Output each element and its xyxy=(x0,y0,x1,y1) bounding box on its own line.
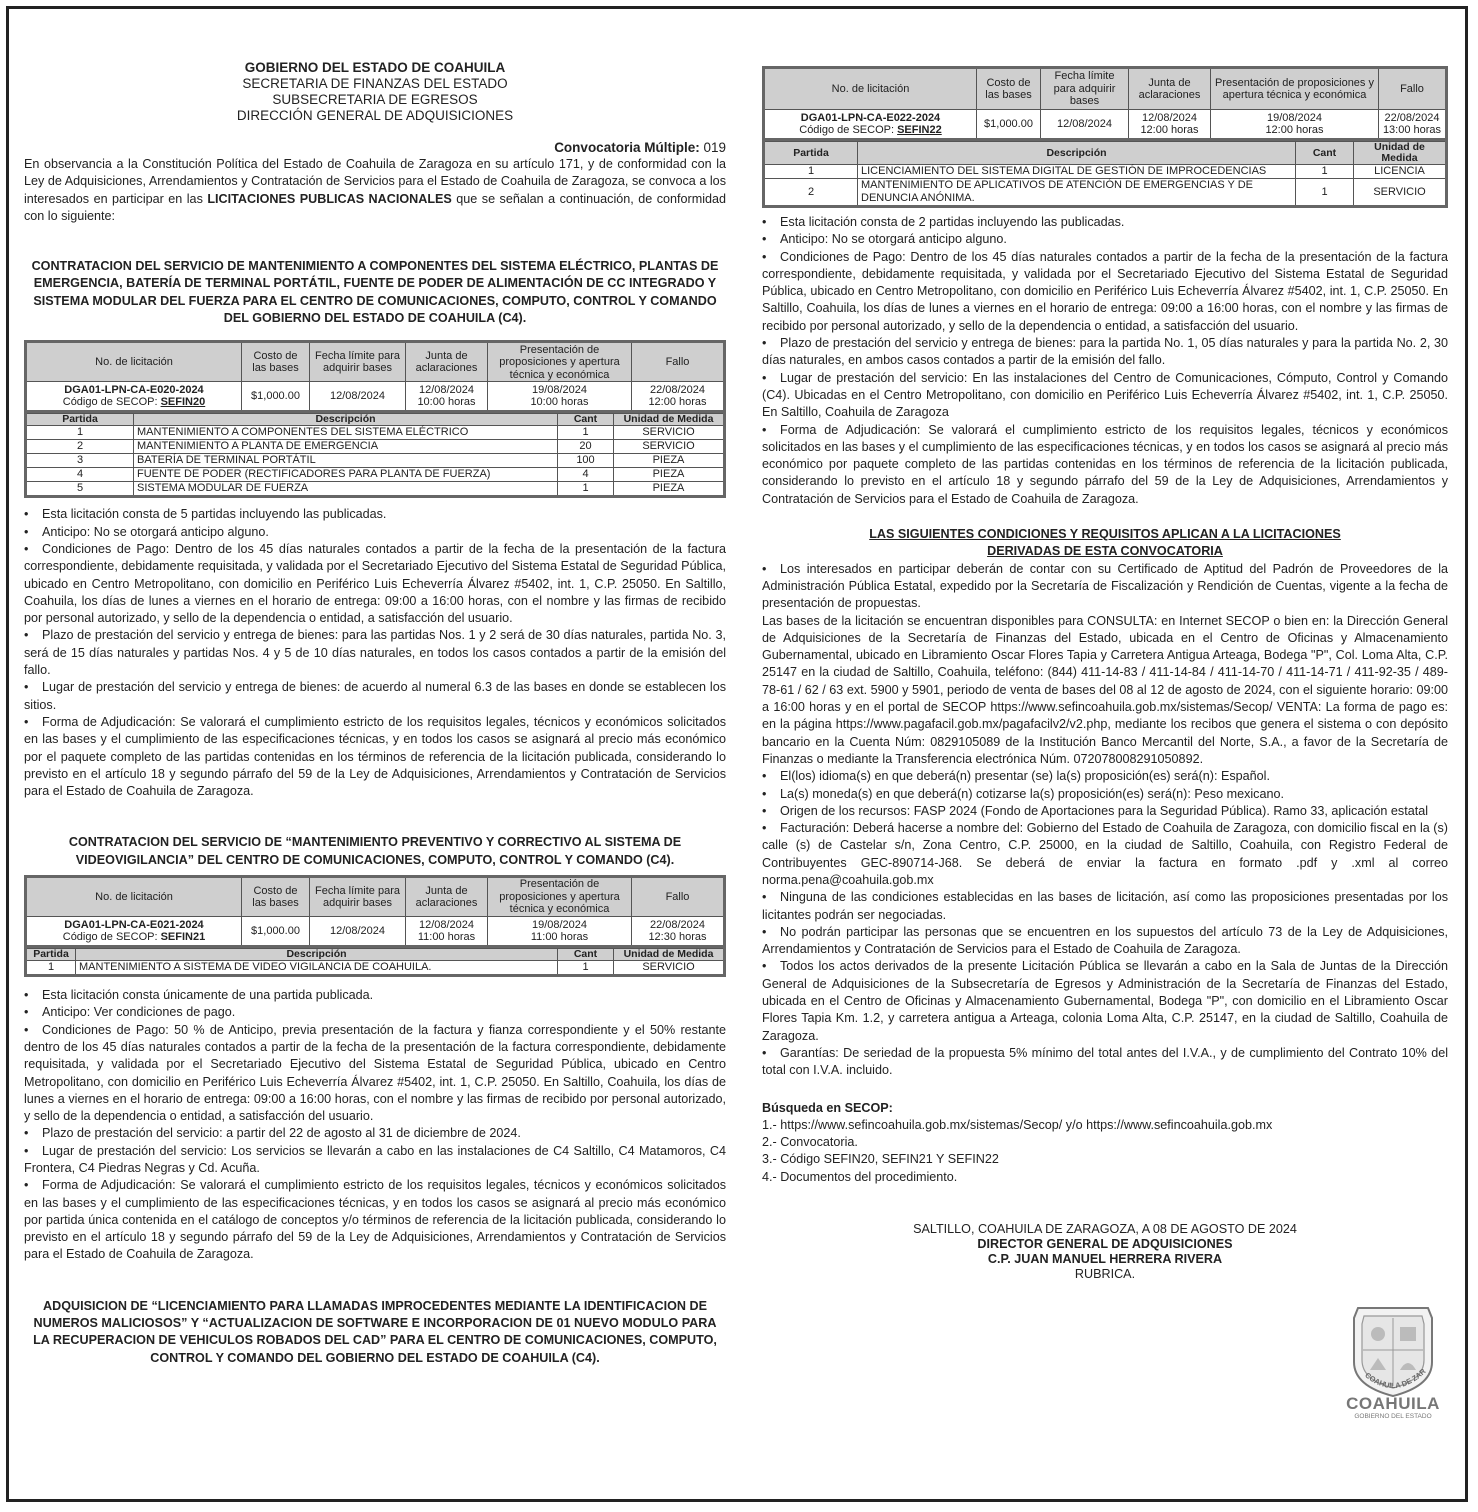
descripcion-cell: BATERÍA DE TERMINAL PORTÁTIL xyxy=(134,454,558,468)
header-subsecretaria: SUBSECRETARIA DE EGRESOS xyxy=(272,92,478,107)
section-2-title: CONTRATACION DEL SERVICIO DE “MANTENIMIENTO PREVENTIVO Y CORRECTIVO AL SISTEMA DE VIDEOVIGILANCIA” DEL CENTRO DE COMUNICACIONES, COMPUTO, CONTROL Y COMANDO (C4). xyxy=(68,835,682,867)
condition-item: • Esta licitación consta únicamente de una partida publicada. xyxy=(24,988,374,1003)
seal-sub: GOBIERNO DEL ESTADO xyxy=(1354,1413,1432,1420)
cant-cell: 1 xyxy=(558,482,614,497)
condition-item: • No podrán participar las personas que se encuentren en los supuestos del artículo 73 de la Ley de Adquisiciones, Arrendamientos y Contratación de Servicios para el Estado de Coahuila de Zaragoza. xyxy=(762,924,1448,957)
col-cant: Cant xyxy=(558,414,614,426)
unidad-cell: SERVICIO xyxy=(1354,179,1447,207)
descripcion-cell: MANTENIMIENTO A COMPONENTES DEL SISTEMA ELÉCTRICO xyxy=(134,426,558,440)
sign-name: C.P. JUAN MANUEL HERRERA RIVERA xyxy=(987,1252,1223,1267)
convocatoria-number xyxy=(24,140,726,156)
tender-table-2: No. de licitación Costo de las bases Fecha límite para adquirir bases Junta de aclaraciones Presentación de proposiciones y apertura técnica y económica Fallo DGA01-LPN-CA-E021-2024 Código de SECOP: SEFIN21 $1,000.00 12/08/2024 12/08/2024 11:00 horas 19/08/2024 11:00 horas 22/08/2024 12:30 horas xyxy=(24,875,726,948)
items-table-3: Partida Descripción Cant Unidad de Medida 1 LICENCIAMIENTO DEL SISTEMA DIGITAL DE GESTIÓN DE IMPROCEDENCIAS 1 LICENCIA 2 MANTENIMIENTO DE APLICATIVOS DE ATENCIÓN DE EMERGENCIAS Y DE DENUNCIA ANÓNIMA. 1 SERVICIO xyxy=(762,141,1448,208)
busqueda-step: 3.- Código SEFIN20, SEFIN21 Y SEFIN22 xyxy=(762,1152,999,1167)
condition-item: • El(los) idioma(s) en que deberá(n) presentar (se) la(s) proposición(es) será(n): Español. xyxy=(762,769,1270,784)
sign-role: DIRECTOR GENERAL DE ADQUISICIONES xyxy=(977,1237,1233,1252)
intro-paragraph: En observancia a la Constitución Política del Estado de Coahuila de Zaragoza en su artículo 171, y de conformidad con la Ley de Adquisiciones, Arrendamientos y Contratación de Servicios para el Estado de Coahuila de Zaragoza, se convoca a los interesados en participar en las LICITACIONES PUBLICAS NACIONALES que se señalan a continuación, de conformidad con lo siguiente: xyxy=(24,157,727,223)
table-row xyxy=(26,440,725,454)
col-partida: Partida xyxy=(26,414,134,426)
lic-number-cell: DGA01-LPN-CA-E021-2024 Código de SECOP: SEFIN21 xyxy=(26,917,242,947)
descripcion-cell: MANTENIMIENTO DE APLICATIVOS DE ATENCIÓN DE EMERGENCIAS Y DE DENUNCIA ANÓNIMA. xyxy=(858,179,1296,207)
col-no-licitacion: No. de licitación xyxy=(26,342,242,382)
condition-item: • La(s) moneda(s) en que deberá(n) cotizarse la(s) proposición(es) será(n): Peso mexicano. xyxy=(762,786,1284,801)
unidad-cell: SERVICIO xyxy=(614,961,725,976)
busqueda-step: 2.- Convocatoria. xyxy=(762,1135,858,1150)
col-unidad: Unidad de Medida xyxy=(614,414,725,426)
section-1-title: CONTRATACION DEL SERVICIO DE MANTENIMIENTO A COMPONENTES DEL SISTEMA ELÉCTRICO, PLANTAS DE EMERGENCIA, BATERÍA DE TERMINAL PORTÁTIL, FUENTE DE PODER DE ALIMENTACIÓN DE CC INTEGRADO Y SISTEMA MODULAR DEL FUERZA PARA EL CENTRO DE COMUNICACIONES, COMPUTO, CONTROL Y COMANDO DEL GOBIERNO DEL ESTADO DE COAHUILA (C4). xyxy=(31,259,719,326)
sign-place-date: SALTILLO, COAHUILA DE ZARAGOZA, A 08 DE AGOSTO DE 2024 xyxy=(913,1222,1297,1237)
unidad-cell: PIEZA xyxy=(614,468,725,482)
junta-cell: 12/08/2024 10:00 horas xyxy=(406,382,488,412)
left-column xyxy=(24,60,726,1367)
convocatoria-label: Convocatoria Múltiple: xyxy=(554,140,700,155)
cant-cell: 1 xyxy=(558,961,614,976)
condition-item: • Anticipo: No se otorgará anticipo alguno. xyxy=(762,232,1007,247)
descripcion-cell: SISTEMA MODULAR DE FUERZA xyxy=(134,482,558,497)
fallo-cell: 22/08/2024 12:00 horas xyxy=(632,382,725,412)
condition-item: • Forma de Adjudicación: Se valorará el cumplimiento estricto de los requisitos legales, técnicos y económicos solicitados en las bases y el cumplimiento de las especificaciones técnicas, y en todos los casos se asignará al precio más económico por el paquete completo de las partidas contenidas en los términos de referencia de la licitación publicada, considerando lo previsto en el artículo 18 y segundo párrafo del 59 de la Ley de Adquisiciones, Arrendamientos y Contratación de Servicios para el Estado de Coahuila de Zaragoza. xyxy=(24,714,726,799)
presentacion-cell: 19/08/2024 10:00 horas xyxy=(488,382,632,412)
partida-cell: 4 xyxy=(26,468,134,482)
col-fecha-limite: Fecha límite para adquirir bases xyxy=(310,342,406,382)
svg-text:COAHUILA DE ZARAGOZA: COAHUILA DE ZAR xyxy=(1363,1366,1428,1391)
lic-number-cell: DGA01-LPN-CA-E022-2024 Código de SECOP: SEFIN22 xyxy=(764,110,977,140)
busqueda-steps xyxy=(762,1117,1448,1186)
unidad-cell: PIEZA xyxy=(614,482,725,497)
partida-cell: 2 xyxy=(26,440,134,454)
section-2-conditions xyxy=(24,987,726,1264)
col-descripcion: Descripción xyxy=(134,414,558,426)
unidad-cell: SERVICIO xyxy=(614,426,725,440)
cant-cell: 1 xyxy=(1296,165,1354,179)
condition-item: • Anticipo: Ver condiciones de pago. xyxy=(24,1005,236,1020)
busqueda-step: 4.- Documentos del procedimiento. xyxy=(762,1169,958,1184)
col-costo: Costo de las bases xyxy=(242,342,310,382)
table-row xyxy=(26,454,725,468)
document-header xyxy=(24,60,726,124)
unidad-cell: PIEZA xyxy=(614,454,725,468)
condition-item: • Lugar de prestación del servicio: En las instalaciones del Centro de Comunicaciones, Cómputo, Control y Comando (C4). Ubicadas en el Centro Metropolitano, con domicilio en Periférico Luis Echeverría Álvarez #5402, int. 1, C.P. 25050. En Saltillo, Coahuila de Zaragoza xyxy=(762,370,1448,420)
descripcion-cell: MANTENIMIENTO A SISTEMA DE VIDEO VIGILANCIA DE COAHUILA. xyxy=(76,961,558,976)
right-column xyxy=(762,66,1448,1282)
sign-rubrica: RUBRICA. xyxy=(1074,1267,1136,1282)
descripcion-cell: MANTENIMIENTO A PLANTA DE EMERGENCIA xyxy=(134,440,558,454)
general-conditions xyxy=(762,768,1448,1079)
table-row xyxy=(764,165,1447,179)
descripcion-cell: FUENTE DE PODER (RECTIFICADORES PARA PLANTA DE FUERZA) xyxy=(134,468,558,482)
partida-cell: 1 xyxy=(26,961,76,976)
unidad-cell: SERVICIO xyxy=(614,440,725,454)
cant-cell: 4 xyxy=(558,468,614,482)
condition-item: • Todos los actos derivados de la presente Licitación Pública se llevarán a cabo en la Sala de Juntas de la Dirección General de Adquisiciones de la Subsecretaría de Egresos y Administración de la Secretaría de Finanzas del Estado, ubicada en el Centro de Oficinas y Almacenamiento Gubernamental, Bodega "P", con domicilio en el Libramiento Oscar Flores Tapia Km. 1.2, y carretera antigua a Arteaga, colonia Loma Alta, C.P. 25147, en la ciudad de Saltillo, Coahuila de Zaragoza. xyxy=(762,959,1448,1043)
tender-table-1 xyxy=(24,340,726,413)
partida-cell: 3 xyxy=(26,454,134,468)
tender-table-3: No. de licitación Costo de las bases Fecha límite para adquirir bases Junta de aclaraciones Presentación de proposiciones y apertura técnica y económica Fallo DGA01-LPN-CA-E022-2024 Código de SECOP: SEFIN22 $1,000.00 12/08/2024 12/08/2024 12:00 horas 19/08/2024 12:00 horas 22/08/2024 13:00 horas xyxy=(762,66,1448,141)
partida-cell: 2 xyxy=(764,179,858,207)
header-secretaria: SECRETARIA DE FINANZAS DEL ESTADO xyxy=(242,76,508,91)
busqueda-step[interactable]: 1.- https://www.sefincoahuila.gob.mx/sistemas/Secop/ y/o https://www.sefincoahuila.gob.mx xyxy=(762,1117,1273,1132)
items-table-1 xyxy=(24,413,726,498)
condition-item: • Esta licitación consta de 2 partidas incluyendo las publicadas. xyxy=(762,215,1125,229)
seal-brand: COAHUILA xyxy=(1346,1394,1440,1413)
bases-paragraph: Las bases de la licitación se encuentran disponibles para CONSULTA: en Internet SECOP o bien en: la Dirección General de Adquisiciones de la Secretaría de Finanzas del Estado, ubicada en el Centro de Oficinas y Almacenamiento Gubernamental, ubicado en Libramiento Oscar Flores Tapia y Carretera Antigua Arteaga, Bodega "P", Col. Loma Alta, C.P. 25147 en la ciudad de Saltillo, Coahuila, teléfono: (844) 411-14-83 / 411-14-84 / 411-14-70 / 411-14-71 / 411-92-35 / 489-78-61 / 62 / 63 ext. 5900 y 5901, periodo de venta de bases del 08 al 12 de agosto de 2024, con el siguiente horario: 09:00 a 16:00 horas y en el portal de SECOP https://www.sefincoahuila.gob.mx/sistemas/Secop/ VENTA: La forma de pago es: en la página https://www.pagafacil.gob.mx/pagafacilv2/v2.php, mediante los recibos que genera el sistema o con depósito bancario en la Cuenta Núm: 0829105089 de la Institución Banco Mercantil del Norte, S.A., a favor de la Secretaría de Finanzas o mediante la Transferencia electrónica Núm. 072078008291050892. xyxy=(762,613,1448,766)
condition-item: • Garantías: De seriedad de la propuesta 5% mínimo del total antes del I.V.A., y de cumplimiento del Contrato 10% del total con I.V.A. incluido. xyxy=(762,1045,1448,1078)
items-table-2: Partida Descripción Cant Unidad de Medida 1 MANTENIMIENTO A SISTEMA DE VIDEO VIGILANCIA DE COAHUILA. 1 SERVICIO xyxy=(24,948,726,977)
condition-item: • Origen de los recursos: FASP 2024 (Fondo de Aportaciones para la Seguridad Pública). Ramo 33, aplicación estatal xyxy=(762,803,1429,818)
condition-item: • Condiciones de Pago: Dentro de los 45 días naturales contados a partir de la fecha de la presentación de la factura correspondiente, debidamente requisitada, y validada por el Secretariado Ejecutivo del Sistema Estatal de Seguridad Pública, ubicado en Centro Metropolitano, con domicilio en Periférico Luis Echeverría Álvarez #5402, int. 1, C.P. 25050. En Saltillo, Coahuila, los días de lunes a viernes en el horario de entrega: 09:00 a 16:00 horas, con el nombre y las firmas de recibido por personal autorizado, y sello de la dependencia o entidad, a satisfacción del usuario. xyxy=(762,249,1448,333)
condition-item: • Ninguna de las condiciones establecidas en las bases de licitación, así como las proposiciones presentadas por los licitantes podrán ser negociadas. xyxy=(762,890,1448,922)
condition-item: • Lugar de prestación del servicio: Los servicios se llevarán a cabo en las instalaciones de C4 Saltillo, C4 Matamoros, C4 Frontera, C4 Piedras Negras y Cd. Acuña. xyxy=(24,1143,726,1175)
condition-item: • Plazo de prestación del servicio y entrega de bienes: para las partidas Nos. 1 y 2 será de 30 días naturales, partida No. 3, será de 15 días naturales y partidas Nos. 4 y 5 de 10 días naturales, en todos los casos contados a partir de la emisión del fallo. xyxy=(24,628,726,678)
condition-item: • Facturación: Deberá hacerse a nombre del: Gobierno del Estado de Coahuila de Zaragoza, con domicilio fiscal en la (s) calle (s) de Castelar s/n, Zona Centro, C.P. 25000, en la ciudad de Saltillo, Coahuila, con Registro Federal de Contribuyentes GEC-890714-J68. Se deberá de enviar la factura en formato .pdf y .xml al correo norma.pena@coahuila.gob.mx xyxy=(762,821,1448,887)
partida-cell: 1 xyxy=(26,426,134,440)
condition-item: • Plazo de prestación del servicio: a partir del 22 de agosto al 31 de diciembre de 2024. xyxy=(24,1126,521,1141)
condition-item: • Forma de Adjudicación: Se valorará el cumplimiento estricto de los requisitos legales, técnicos y económicos solicitados en las bases y el cumplimiento de las especificaciones técnicas, y en todos los casos se asignará al precio más económico por paquete completo de las partidas contenidas en los términos de referencia de la licitación publicada, considerando lo previsto en el artículo 18 y segundo párrafo del 59 de la Ley de Adquisiciones, Arrendamientos y Contratación de Servicios para el Estado de Coahuila de Zaragoza. xyxy=(762,422,1448,506)
cant-cell: 100 xyxy=(558,454,614,468)
lic-number-cell: DGA01-LPN-CA-E020-2024 Código de SECOP: SEFIN20 xyxy=(26,382,242,412)
table-row xyxy=(764,179,1447,207)
header-government: GOBIERNO DEL ESTADO DE COAHUILA xyxy=(244,60,506,75)
condition-padron: • Los interesados en participar deberán de contar con su Certificado de Aptitud del Padrón de Proveedores de la Administración Pública Estatal, expedido por la Secretaría de Fiscalización y Rendición de Cuentas, vigente a la fecha de presentación de propuestas. xyxy=(762,561,1448,611)
costo-cell: $1,000.00 xyxy=(242,382,310,412)
col-fallo: Fallo xyxy=(632,342,725,382)
section-1-conditions xyxy=(24,506,726,800)
partida-cell: 1 xyxy=(764,165,858,179)
partida-cell: 5 xyxy=(26,482,134,497)
conditions-title: LAS SIGUIENTES CONDICIONES Y REQUISITOS APLICAN A LA LICITACIONES xyxy=(869,527,1341,542)
table-row xyxy=(26,468,725,482)
table-row xyxy=(26,961,725,976)
section-3-conditions xyxy=(762,214,1448,508)
coahuila-seal-logo xyxy=(1340,1300,1446,1420)
section-2-table xyxy=(24,875,726,977)
convocatoria-value: 019 xyxy=(703,140,726,155)
col-presentacion: Presentación de proposiciones y apertura técnica y económica xyxy=(488,342,632,382)
busqueda-title: Búsqueda en SECOP: xyxy=(762,1100,893,1115)
fecha-cell: 12/08/2024 xyxy=(310,382,406,412)
section-1-table xyxy=(24,340,726,498)
condition-item: • Condiciones de Pago: 50 % de Anticipo, previa presentación de la factura y fianza correspondiente y el 50% restante dentro de los 45 días naturales contados a partir de la fecha de la presentación de la factura correspondiente, debidamente requisitada, y validada por el Secretariado Ejecutivo del Sistema Estatal de Seguridad Pública, ubicado en Centro Metropolitano, con domicilio en Periférico Luis Echeverría Álvarez #5402, int. 1, C.P. 25050. En Saltillo, Coahuila, los días de lunes a viernes en el horario de entrega: 09:00 a 16:00 horas, con el nombre y las firmas de recibido por personal autorizado, y sello de la dependencia o entidad, a satisfacción del usuario. xyxy=(24,1022,726,1124)
cant-cell: 20 xyxy=(558,440,614,454)
condition-item: • Plazo de prestación del servicio y entrega de bienes: para la partida No. 1, 05 días naturales y para la partida No. 2, 30 días naturales, en ambos casos contados a partir de la emisión del fallo. xyxy=(762,336,1448,368)
conditions-subtitle: DERIVADAS DE ESTA CONVOCATORIA xyxy=(987,544,1223,559)
descripcion-cell: LICENCIAMIENTO DEL SISTEMA DIGITAL DE GESTIÓN DE IMPROCEDENCIAS xyxy=(858,165,1296,179)
signature-block xyxy=(762,1222,1448,1282)
cant-cell: 1 xyxy=(1296,179,1354,207)
condition-item: • Condiciones de Pago: Dentro de los 45 días naturales contados a partir de la fecha de la presentación de la factura correspondiente, debidamente requisitada, y validada por el Secretariado Ejecutivo del Sistema Estatal de Seguridad Pública, ubicado en Centro Metropolitano, con domicilio en Periférico Luis Echeverría Álvarez #5402, int. 1, C.P. 25050. En Saltillo, Coahuila, los días de lunes a viernes en el horario de entrega: 09:00 a 16:00 horas, con el nombre y las firmas de recibido por personal autorizado, y sello de la dependencia o entidad, a satisfacción del usuario. xyxy=(24,541,726,626)
condition-item: • Forma de Adjudicación: Se valorará el cumplimiento estricto de los requisitos legales, técnicos y económicos solicitados en las bases y el cumplimiento de las especificaciones técnicas, y en todos los casos se asignará al precio más económico por partida única contenida en el catálogo de conceptos y/o términos de referencia de la licitación publicada, considerando lo previsto en el artículo 18 y segundo párrafo del 59 de la Ley de Adquisiciones, Arrendamientos y Contratación de Servicios para el Estado de Coahuila de Zaragoza. xyxy=(24,1178,726,1262)
condition-item: • Lugar de prestación del servicio y entrega de bienes: de acuerdo al numeral 6.3 de las bases en donde se establecen los sitios. xyxy=(24,680,726,712)
header-direccion: DIRECCIÓN GENERAL DE ADQUISICIONES xyxy=(236,108,514,123)
condition-item: • Esta licitación consta de 5 partidas incluyendo las publicadas. xyxy=(24,507,387,522)
unidad-cell: LICENCIA xyxy=(1354,165,1447,179)
condition-item: • Anticipo: No se otorgará anticipo alguno. xyxy=(24,524,269,539)
table-row xyxy=(26,482,725,497)
table-row xyxy=(26,426,725,440)
col-junta: Junta de aclaraciones xyxy=(406,342,488,382)
section-3-title: ADQUISICION DE “LICENCIAMIENTO PARA LLAMADAS IMPROCEDENTES MEDIANTE LA IDENTIFICACION DE NUMEROS MALICIOSOS” Y “ACTUALIZACION DE SOFTWARE E INCORPORACION DE 01 NUEVO MODULO PARA LA RECUPERACION DE VEHICULOS ROBADOS DEL CAD” PARA EL CENTRO DE COMUNICACIONES, COMPUTO, CONTROL Y COMANDO DEL GOBIERNO DEL ESTADO DE COAHUILA (C4). xyxy=(33,1298,717,1365)
cant-cell: 1 xyxy=(558,426,614,440)
